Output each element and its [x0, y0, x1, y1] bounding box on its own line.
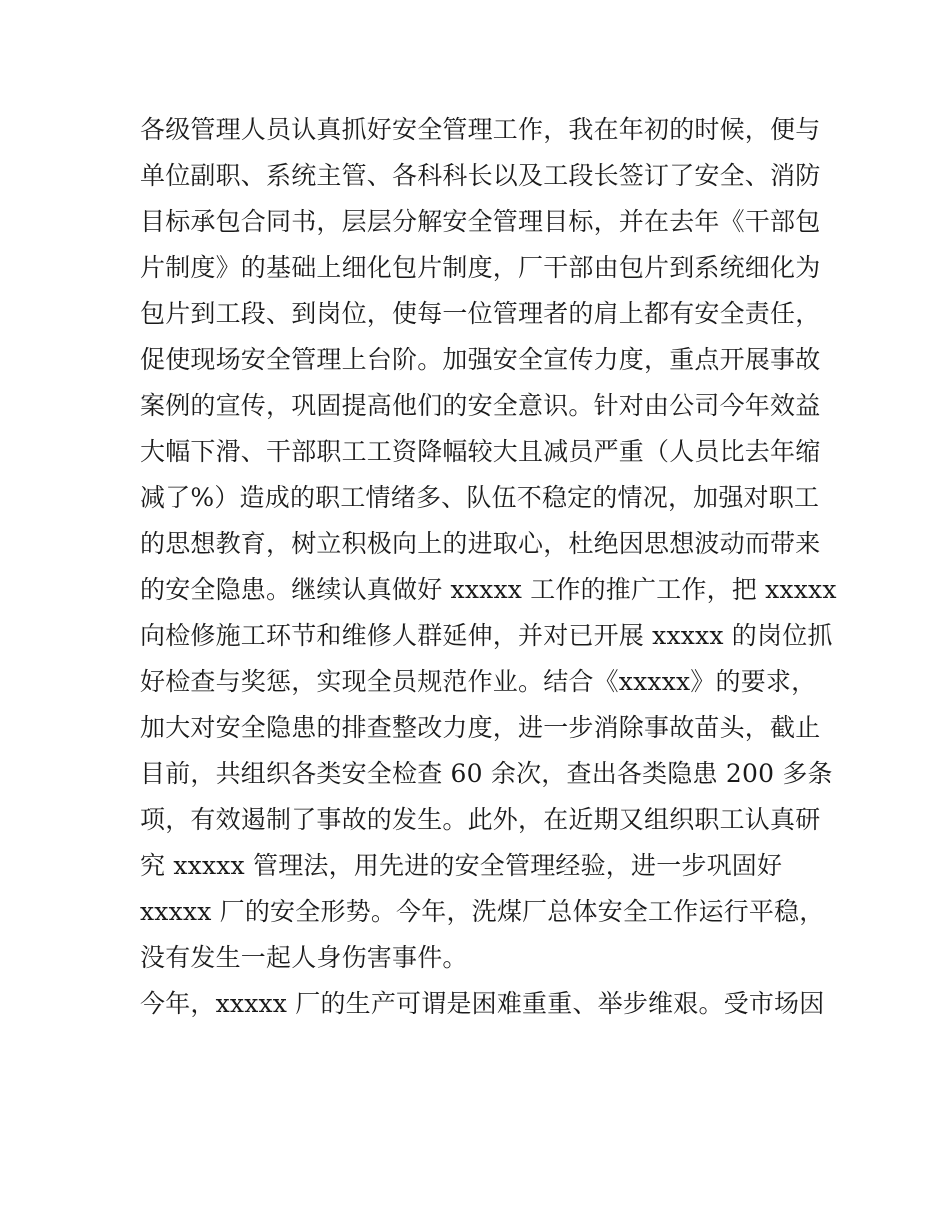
paragraph-line: 目标承包合同书，层层分解安全管理目标，并在去年《干部包	[140, 207, 821, 236]
paragraph-line: 各级管理人员认真抓好安全管理工作，我在年初的时候，便与	[140, 115, 821, 144]
paragraph-line: xxxxx 厂的安全形势。今年，洗煤厂总体安全工作运行平稳，	[140, 897, 825, 926]
paragraph-line: 好检查与奖惩，实现全员规范作业。结合《xxxxx》的要求，	[140, 667, 817, 696]
paragraph-line: 案例的宣传，巩固提高他们的安全意识。针对由公司今年效益	[140, 391, 821, 420]
paragraph-line: 片制度》的基础上细化包片制度，厂干部由包片到系统细化为	[140, 253, 821, 282]
paragraph-line: 单位副职、系统主管、各科科长以及工段长签订了安全、消防	[140, 161, 821, 190]
paragraph-line: 促使现场安全管理上台阶。加强安全宣传力度，重点开展事故	[140, 345, 821, 374]
paragraph-line: 究 xxxxx 管理法，用先进的安全管理经验，进一步巩固好	[140, 851, 783, 880]
paragraph-line: 目前，共组织各类安全检查 60 余次，查出各类隐患 200 多条	[140, 759, 833, 788]
paragraph-line: 减了%）造成的职工情绪多、队伍不稳定的情况，加强对职工	[140, 483, 820, 512]
paragraph-line: 项，有效遏制了事故的发生。此外，在近期又组织职工认真研	[140, 805, 821, 834]
paragraph-line: 加大对安全隐患的排查整改力度，进一步消除事故苗头，截止	[140, 713, 821, 742]
paragraph-line: 今年，xxxxx 厂的生产可谓是困难重重、举步维艰。受市场因	[140, 989, 825, 1018]
paragraph-line: 大幅下滑、干部职工工资降幅较大且减员严重（人员比去年缩	[140, 437, 821, 466]
paragraph-line: 的安全隐患。继续认真做好 xxxxx 工作的推广工作，把 xxxxx	[140, 575, 837, 604]
paragraph-line: 的思想教育，树立积极向上的进取心，杜绝因思想波动而带来	[140, 529, 821, 558]
paragraph-line: 包片到工段、到岗位，使每一位管理者的肩上都有安全责任，	[140, 299, 821, 328]
paragraph-line: 向检修施工环节和维修人群延伸，并对已开展 xxxxx 的岗位抓	[140, 621, 833, 650]
paragraph-line: 没有发生一起人身伤害事件。	[140, 943, 468, 972]
